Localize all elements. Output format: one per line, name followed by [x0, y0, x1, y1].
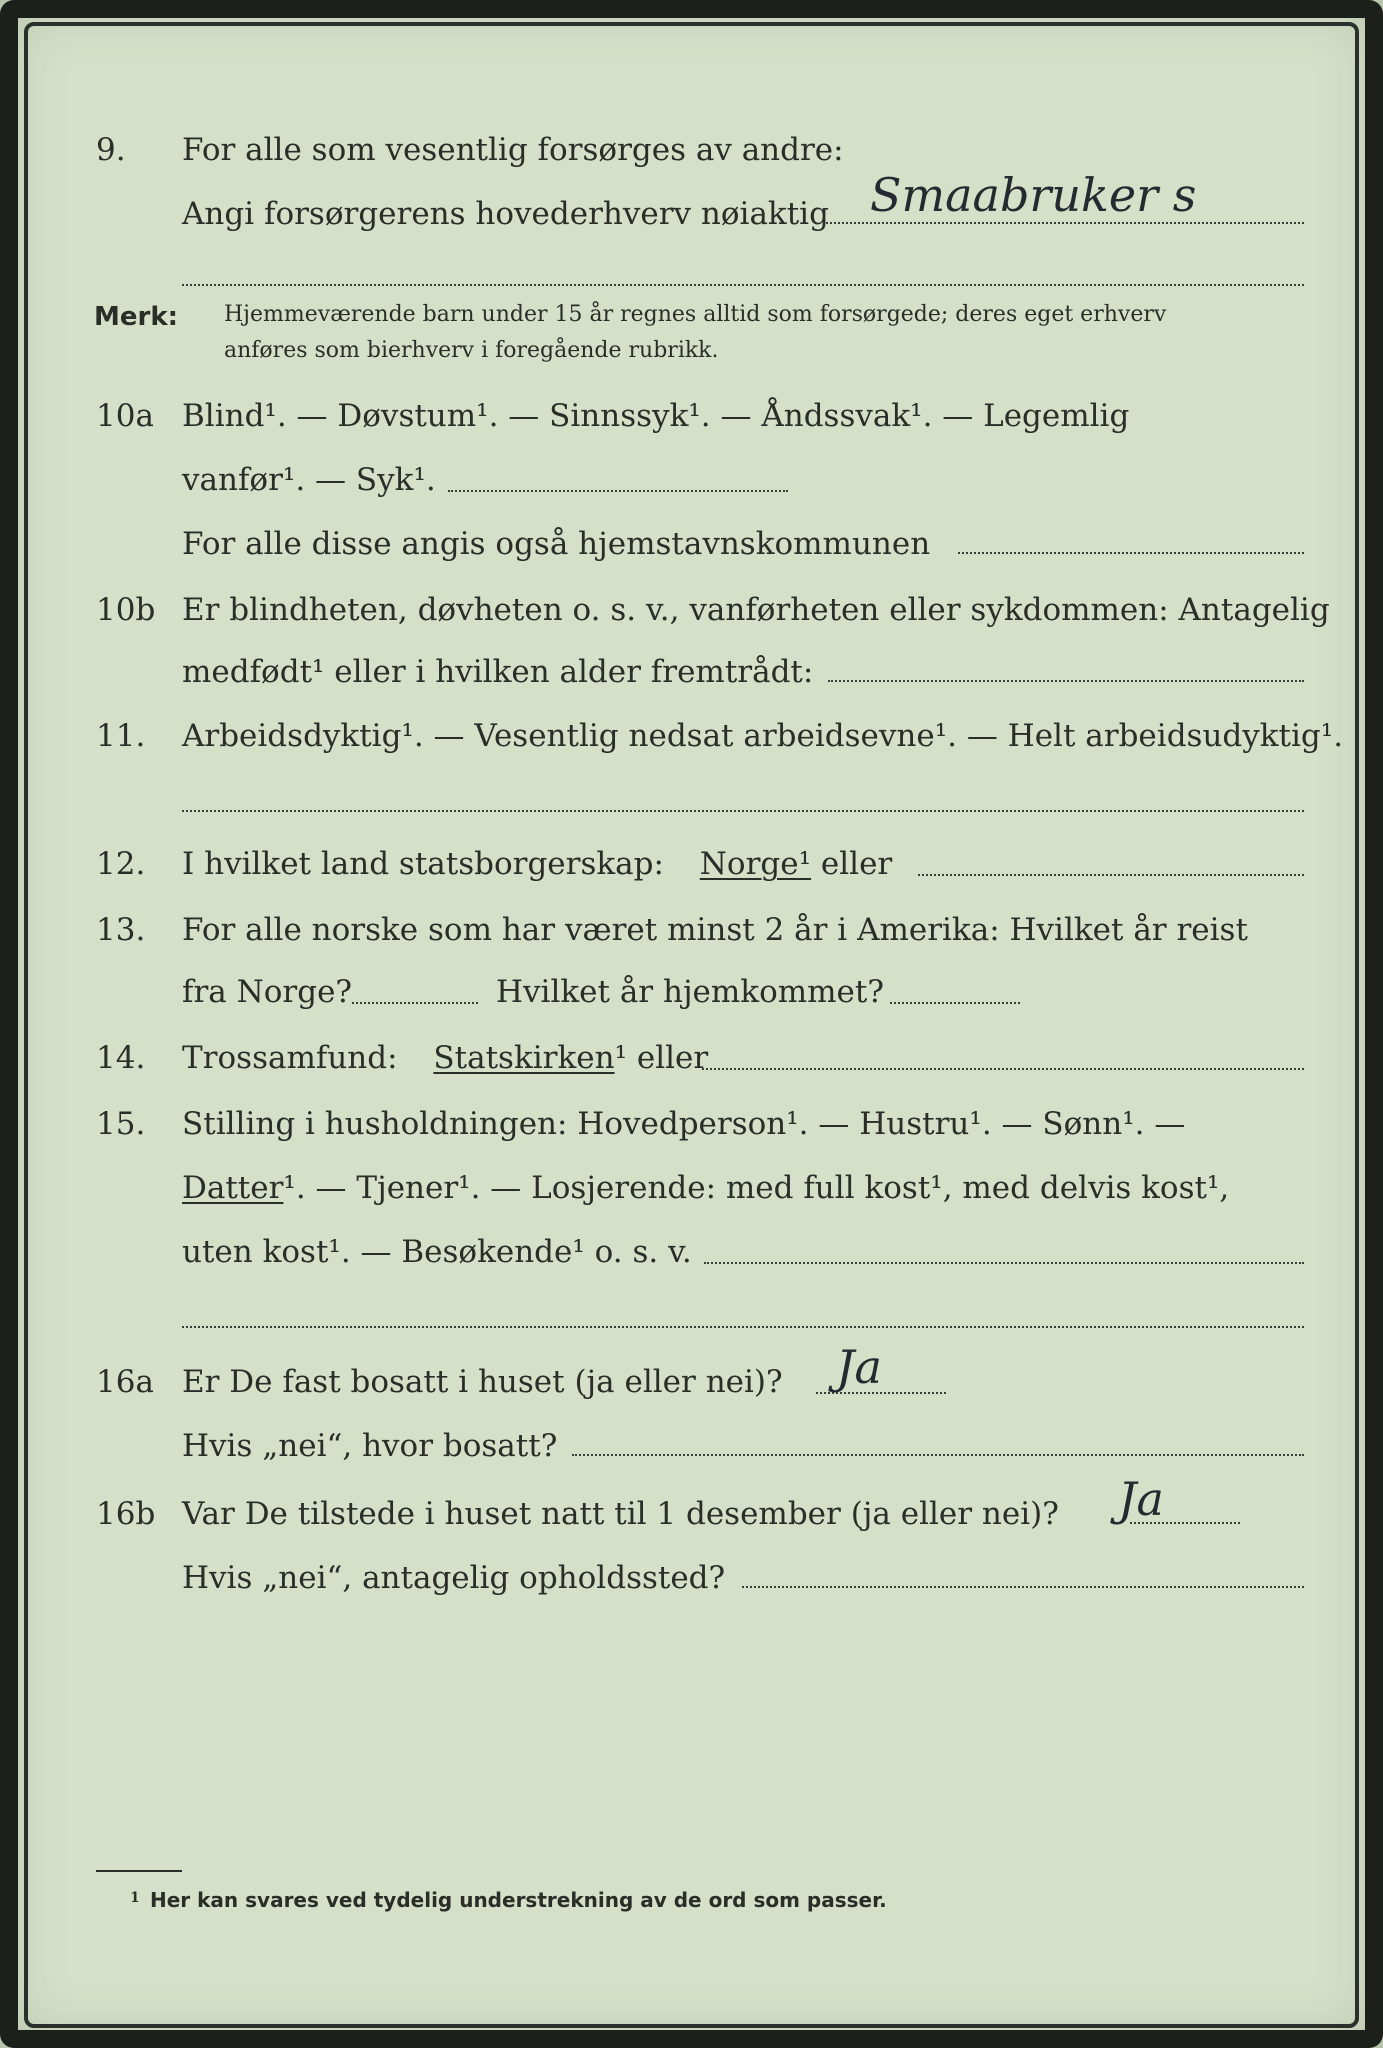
q16b-number: 16b [96, 1496, 156, 1532]
q14-pre: Trossamfund: [182, 1040, 398, 1076]
footnote-mark: 1 [130, 1890, 140, 1906]
q10a-line2: vanfør¹. — Syk¹. [182, 462, 436, 498]
q10a-line3: For alle disse angis også hjemstavnskommunen [182, 526, 931, 562]
q16a-bosatt-line[interactable] [572, 1454, 1304, 1456]
q13-hjemkommet-line[interactable] [890, 1002, 1020, 1004]
q15-extra-line[interactable] [182, 1326, 1304, 1328]
q12-pre: I hvilket land statsborgerskap: [182, 846, 664, 882]
q14-underlined: Statskirken [433, 1040, 615, 1076]
q15-answer-line[interactable] [704, 1262, 1304, 1264]
q12-answer-line[interactable] [918, 874, 1304, 876]
q13-line2b: Hvilket år hjemkommet? [496, 974, 884, 1010]
q10a-kommune-line[interactable] [958, 552, 1304, 554]
q14-number: 14. [96, 1040, 146, 1076]
q9-line1: For alle som vesentlig forsørges av andre: [182, 132, 844, 168]
q10a-syk-line[interactable] [448, 490, 788, 492]
q9-answer-line[interactable] [826, 222, 1304, 224]
q11-line1: Arbeidsdyktig¹. — Vesentlig nedsat arbeidsevne¹. — Helt arbeidsudyktig¹. [182, 718, 1344, 754]
footnote-rule [96, 1870, 182, 1872]
q14-post: ¹ eller [614, 1040, 709, 1076]
q10a-number: 10a [96, 398, 154, 434]
q9-handwritten-answer: Smaabruker s [870, 168, 1197, 222]
merk-line1: Hjemmeværende barn under 15 år regnes alltid som forsørgede; deres eget erhverv [224, 302, 1167, 327]
q9-extra-line[interactable] [182, 284, 1304, 286]
q9-number: 9. [96, 132, 126, 168]
q11-number: 11. [96, 718, 146, 754]
q10b-line1: Er blindheten, døvheten o. s. v., vanførheten eller sykdommen: Antagelig [182, 592, 1330, 628]
q13-reist-line[interactable] [352, 1002, 478, 1004]
q15-line3: uten kost¹. — Besøkende¹ o. s. v. [182, 1234, 692, 1270]
q16a-line1: Er De fast bosatt i huset (ja eller nei)? [182, 1364, 783, 1400]
merk-line2: anføres som bierhverv i foregående rubrikk. [224, 338, 719, 363]
q14-answer-line[interactable] [702, 1068, 1304, 1070]
q16b-line2: Hvis „nei“, antagelig opholdssted? [182, 1560, 726, 1596]
q16b-line1: Var De tilstede i huset natt til 1 desember (ja eller nei)? [182, 1496, 1059, 1532]
q10b-number: 10b [96, 592, 156, 628]
q12-number: 12. [96, 846, 146, 882]
q13-line2a: fra Norge? [182, 974, 353, 1010]
q9-line2: Angi forsørgerens hovederhverv nøiaktig [182, 196, 829, 232]
q11-extra-line[interactable] [182, 810, 1304, 812]
q13-line1: For alle norske som har været minst 2 år i Amerika: Hvilket år reist [182, 912, 1248, 948]
footnote-text: Her kan svares ved tydelig understrekning av de ord som passer. [150, 1888, 887, 1912]
q12-underlined: Norge¹ [699, 846, 812, 882]
q10a-line1: Blind¹. — Døvstum¹. — Sinnssyk¹. — Åndssvak¹. — Legemlig [182, 398, 1130, 434]
q15-line2-rest: ¹. — Tjener¹. — Losjerende: med full kost¹, med delvis kost¹, [283, 1170, 1230, 1206]
q16b-handwritten-answer: Ja [1118, 1472, 1164, 1526]
q13-number: 13. [96, 912, 146, 948]
merk-label: Merk: [94, 302, 179, 332]
q10b-answer-line[interactable] [828, 680, 1304, 682]
q16a-handwritten-answer: Ja [836, 1340, 882, 1394]
q14-text [182, 1040, 708, 1076]
q15-line1: Stilling i husholdningen: Hovedperson¹. — Hustru¹. — Sønn¹. — [182, 1106, 1186, 1142]
q16a-line2: Hvis „nei“, hvor bosatt? [182, 1428, 558, 1464]
q12-text [182, 846, 892, 882]
q16b-opholdssted-line[interactable] [742, 1586, 1304, 1588]
q16a-number: 16a [96, 1364, 154, 1400]
q15-line2 [182, 1170, 1229, 1206]
q15-underlined: Datter [182, 1170, 284, 1206]
q10b-line2: medfødt¹ eller i hvilken alder fremtrådt: [182, 654, 814, 690]
q15-number: 15. [96, 1106, 146, 1142]
q12-post: eller [820, 846, 893, 882]
